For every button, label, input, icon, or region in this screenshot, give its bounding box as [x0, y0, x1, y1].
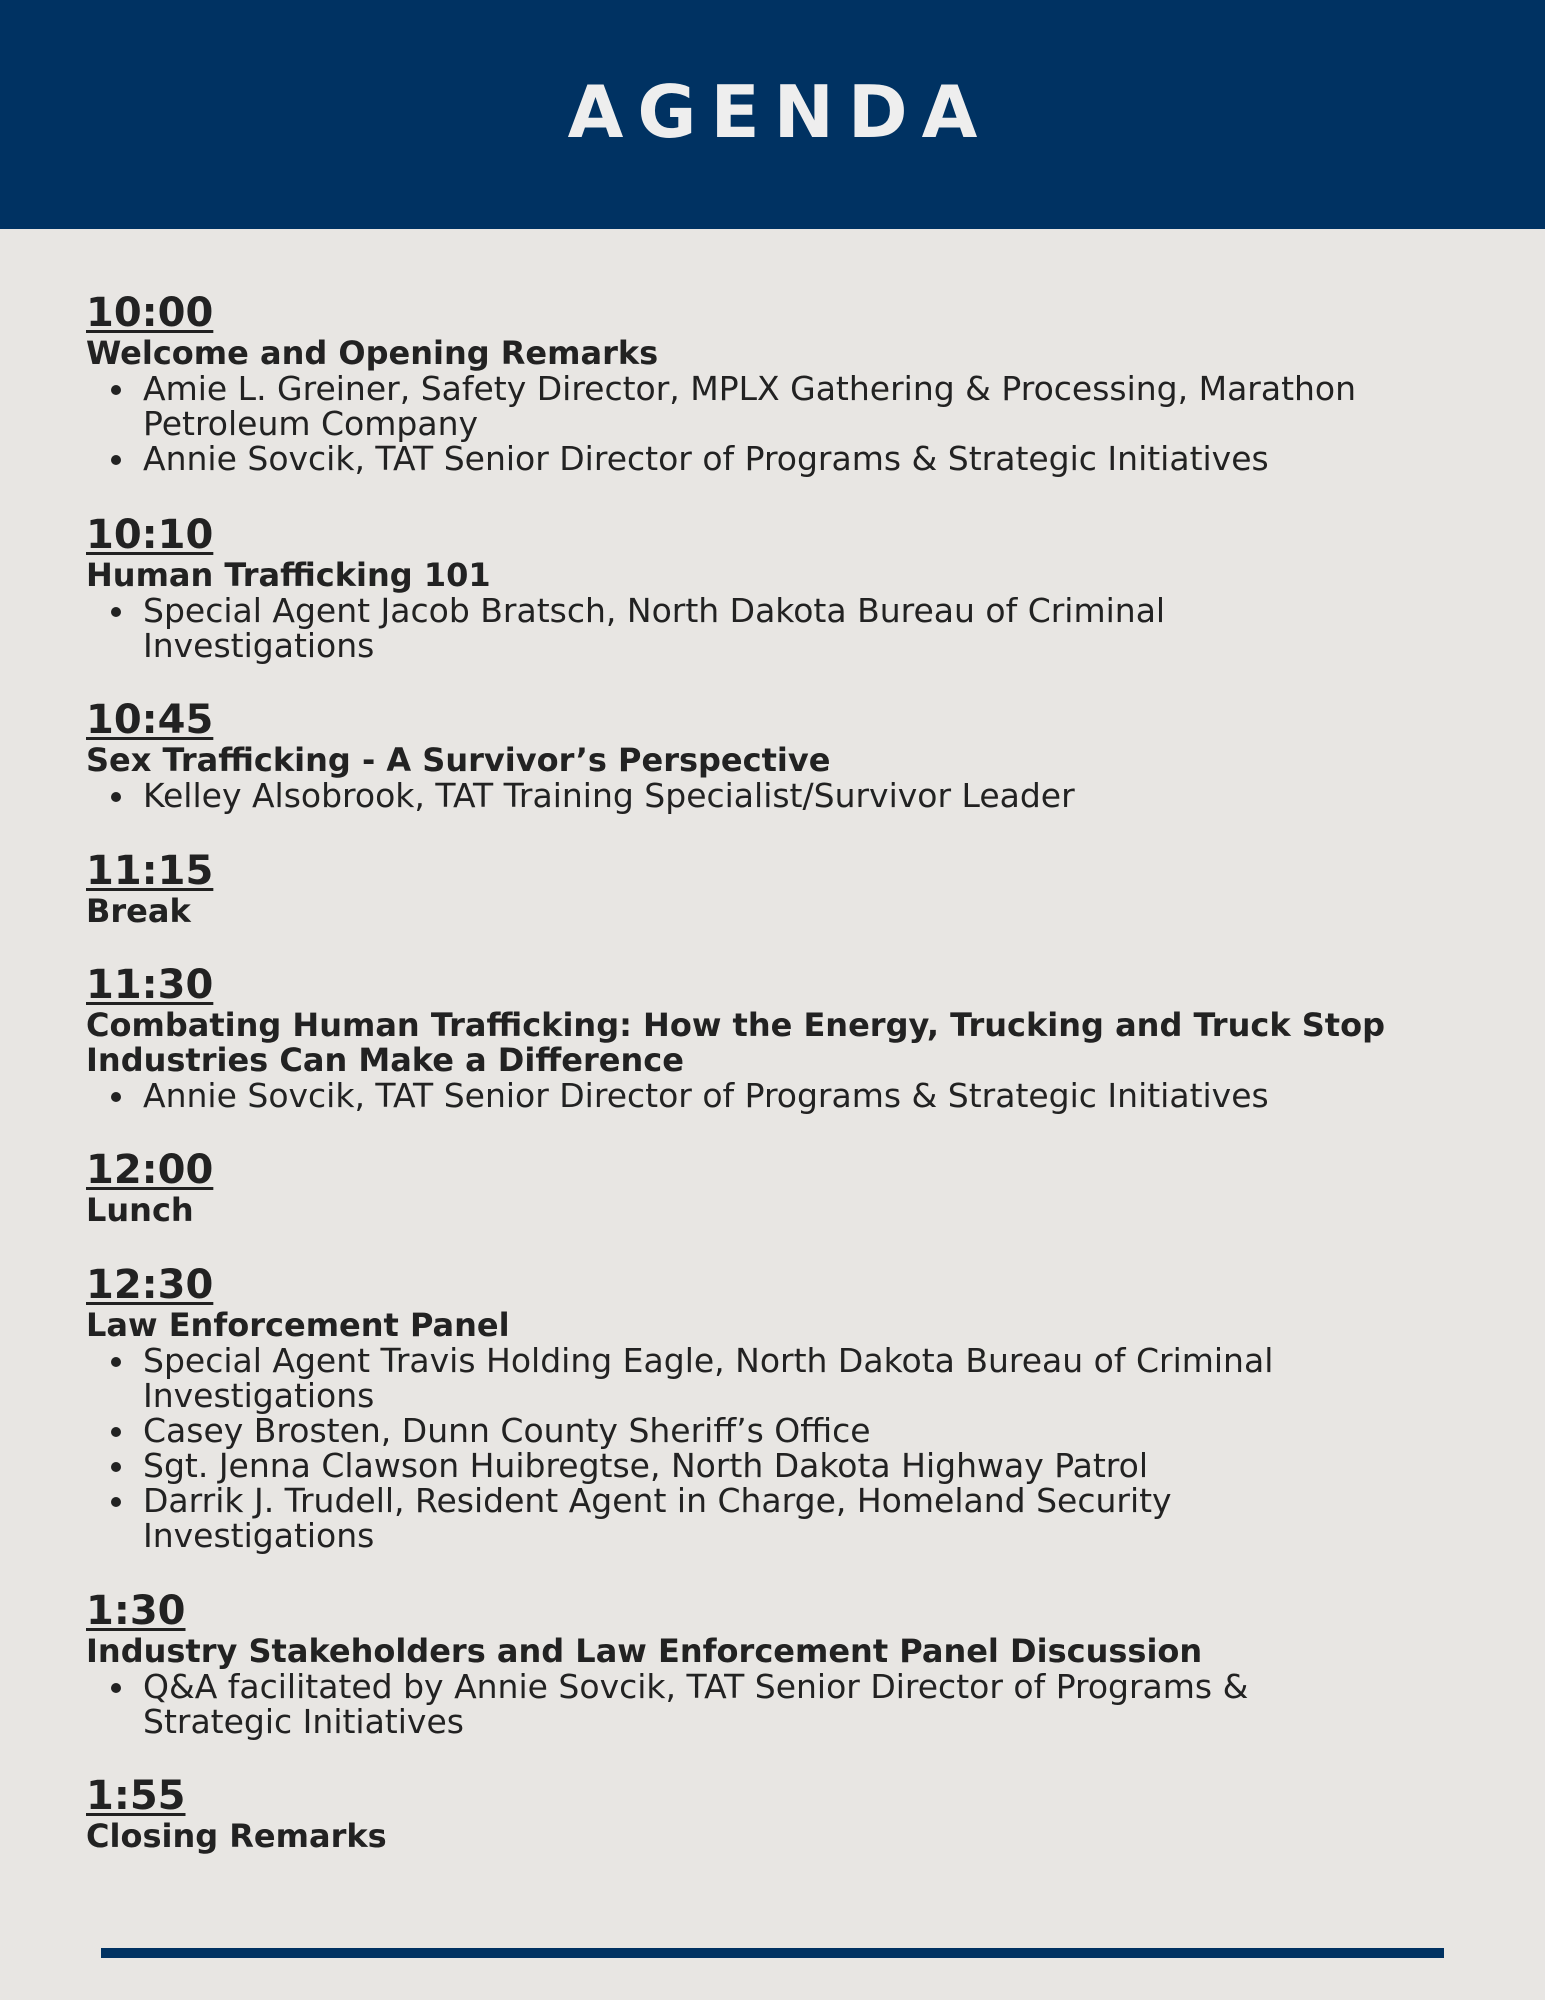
- speaker-item: Kelley Alsobrook, TAT Training Specialist/Survivor Leader: [86, 778, 1466, 813]
- session-title: Human Trafficking 101: [86, 556, 491, 594]
- speaker-item: Darrik J. Trudell, Resident Agent in Charge, Homeland Security Investigations: [86, 1483, 1293, 1553]
- session-time: 10:45: [86, 697, 214, 743]
- agenda-session: [86, 1147, 1466, 1228]
- speaker-item: Amie L. Greiner, Safety Director, MPLX Gathering & Processing, Marathon Petroleum Company: [86, 371, 1466, 441]
- agenda-session: [86, 962, 1466, 1113]
- session-time: 10:00: [86, 290, 214, 336]
- agenda-session: [86, 1773, 1466, 1854]
- agenda-session: [86, 1588, 1466, 1739]
- session-title: Industry Stakeholders and Law Enforcement Panel Discussion: [86, 1632, 1203, 1670]
- session-title: Combating Human Trafficking: How the Energy, Trucking and Truck Stop Industries Can Make a Difference: [86, 1006, 1385, 1079]
- session-time: 10:10: [86, 512, 214, 558]
- session-time: 1:30: [86, 1588, 186, 1634]
- speaker-item: Q&A facilitated by Annie Sovcik, TAT Senior Director of Programs & Strategic Initiatives: [86, 1669, 1383, 1739]
- speaker-list: [86, 371, 1466, 476]
- session-time: 11:30: [86, 962, 214, 1008]
- agenda-session: [86, 290, 1466, 476]
- speaker-item: Sgt. Jenna Clawson Huibregtse, North Dakota Highway Patrol: [86, 1448, 1466, 1483]
- speaker-item: Special Agent Travis Holding Eagle, North Dakota Bureau of Criminal Investigations: [86, 1343, 1383, 1413]
- session-title: Lunch: [86, 1191, 194, 1229]
- speaker-item: Annie Sovcik, TAT Senior Director of Programs & Strategic Initiatives: [86, 441, 1466, 476]
- session-title: Welcome and Opening Remarks: [86, 334, 659, 372]
- speaker-item: Casey Brosten, Dunn County Sheriff’s Office: [86, 1413, 1466, 1448]
- session-title: Break: [86, 892, 191, 930]
- speaker-list: [86, 1669, 1466, 1739]
- speaker-item: Annie Sovcik, TAT Senior Director of Programs & Strategic Initiatives: [86, 1078, 1466, 1113]
- session-title: Law Enforcement Panel: [86, 1306, 510, 1344]
- agenda-session: [86, 1262, 1466, 1553]
- speaker-list: [86, 778, 1466, 813]
- speaker-list: [86, 1343, 1466, 1553]
- session-title: Sex Trafficking - A Survivor’s Perspective: [86, 741, 831, 779]
- session-time: 12:00: [86, 1147, 214, 1193]
- page-title: AGENDA: [567, 69, 992, 154]
- speaker-list: [86, 593, 1466, 663]
- footer-divider: [101, 1948, 1444, 1958]
- speaker-item: Special Agent Jacob Bratsch, North Dakota Bureau of Criminal Investigations: [86, 593, 1283, 663]
- session-time: 1:55: [86, 1773, 186, 1819]
- agenda-session: [86, 512, 1466, 663]
- session-time: 12:30: [86, 1262, 214, 1308]
- session-title: Closing Remarks: [86, 1817, 387, 1855]
- speaker-list: [86, 1078, 1466, 1113]
- agenda-session: [86, 848, 1466, 929]
- agenda-session: [86, 697, 1466, 813]
- session-time: 11:15: [86, 848, 214, 894]
